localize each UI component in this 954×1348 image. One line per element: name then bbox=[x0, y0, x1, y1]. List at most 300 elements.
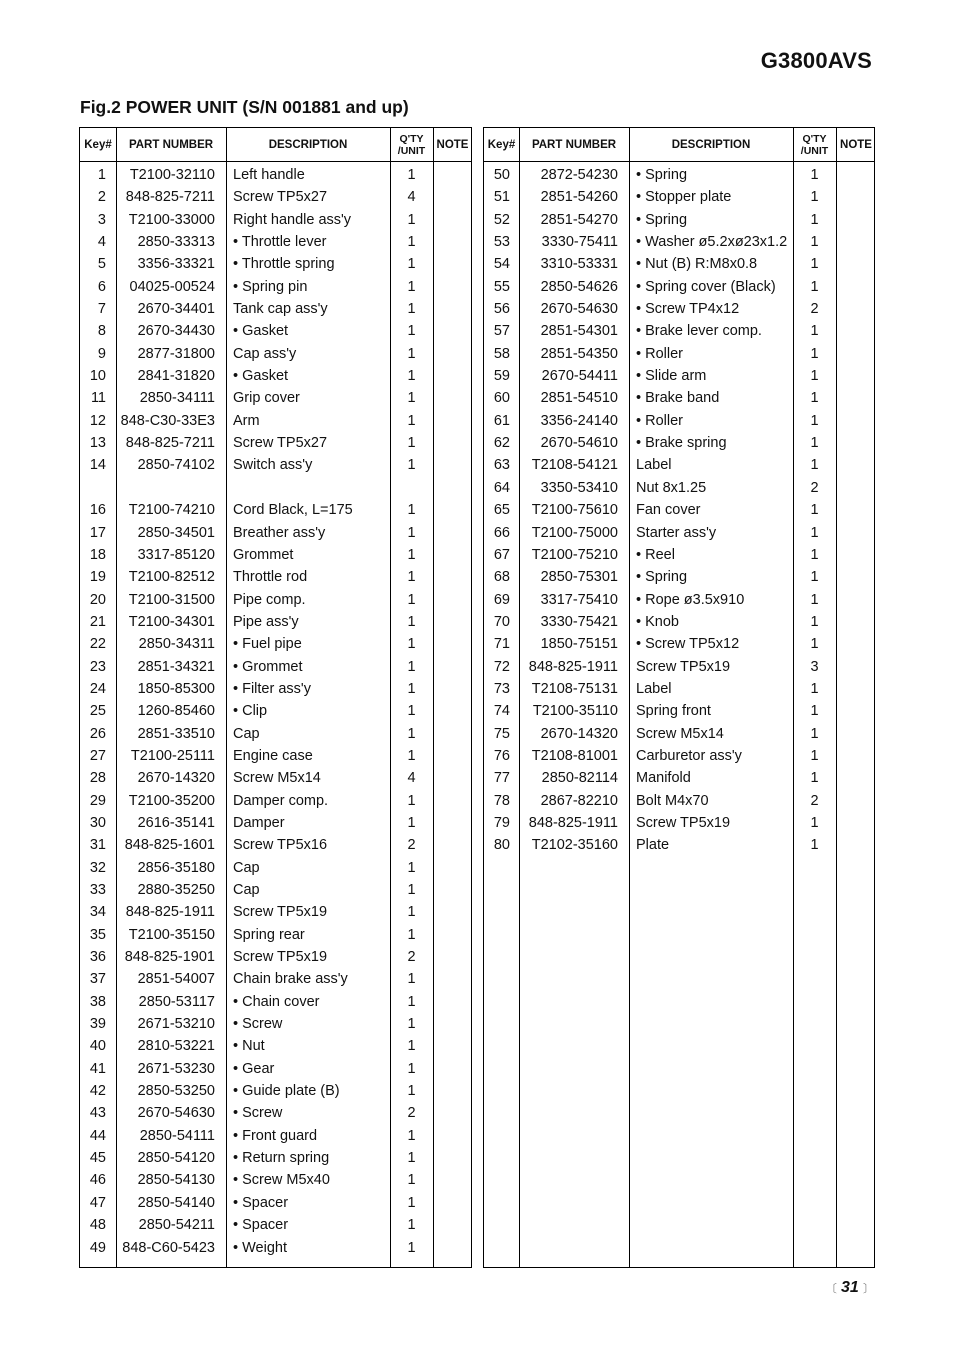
part-number-cell: 2850-54120 bbox=[137, 1150, 215, 1167]
page-bracket-close: 〕 bbox=[863, 1283, 874, 1295]
description-cell: Carburetor ass'y bbox=[636, 747, 742, 764]
key-cell: 74 bbox=[493, 703, 510, 720]
key-cell: 50 bbox=[493, 167, 510, 183]
description-cell: Breather ass'y bbox=[233, 524, 326, 541]
qty-cell: 1 bbox=[407, 1239, 416, 1256]
qty-cell: 1 bbox=[407, 167, 416, 183]
part-number-cell: T2100-35200 bbox=[128, 792, 215, 809]
description-cell: • Weight bbox=[233, 1239, 287, 1256]
key-cell: 56 bbox=[493, 301, 510, 318]
table-row bbox=[80, 388, 471, 410]
description-cell: • Chain cover bbox=[233, 993, 320, 1010]
part-number-cell: 2850-54130 bbox=[137, 1172, 215, 1189]
part-number-cell: 2850-54626 bbox=[540, 278, 618, 295]
key-cell: 73 bbox=[493, 680, 510, 697]
qty-cell: 1 bbox=[407, 234, 416, 251]
header-description: DESCRIPTION bbox=[671, 138, 751, 151]
key-cell: 22 bbox=[89, 636, 106, 653]
key-cell: 4 bbox=[97, 234, 106, 251]
key-cell: 26 bbox=[89, 725, 106, 742]
page-number bbox=[826, 1279, 874, 1297]
description-cell: Manifold bbox=[636, 770, 691, 787]
part-number-cell: 2670-54630 bbox=[540, 301, 618, 318]
description-cell: Screw TP5x19 bbox=[636, 658, 731, 675]
table-row bbox=[80, 1193, 471, 1215]
description-cell: • Screw bbox=[233, 1105, 283, 1122]
description-cell: Damper bbox=[233, 814, 285, 831]
part-number-cell: 2671-53210 bbox=[137, 1016, 215, 1033]
qty-cell: 1 bbox=[407, 725, 416, 742]
qty-cell: 1 bbox=[810, 234, 819, 251]
key-cell: 17 bbox=[89, 524, 106, 541]
table-row bbox=[80, 813, 471, 835]
part-number-cell: T2100-35110 bbox=[532, 703, 618, 720]
part-number-cell: T2100-75610 bbox=[531, 502, 618, 519]
key-cell: 48 bbox=[89, 1217, 106, 1234]
qty-cell: 1 bbox=[407, 1060, 416, 1077]
qty-cell: 1 bbox=[407, 211, 416, 228]
table-row bbox=[484, 411, 874, 433]
table-row bbox=[80, 969, 471, 991]
table-row bbox=[80, 210, 471, 232]
table-row bbox=[80, 1215, 471, 1237]
part-number-cell: 2856-35180 bbox=[137, 859, 215, 876]
qty-cell: 1 bbox=[407, 993, 416, 1010]
part-number-cell: 2670-14320 bbox=[540, 725, 618, 742]
description-cell: Cap bbox=[233, 882, 260, 898]
part-number-cell: 2670-14320 bbox=[137, 770, 215, 787]
table-row bbox=[80, 880, 471, 902]
table-row bbox=[484, 478, 874, 500]
part-number-cell: 848-825-1911 bbox=[125, 904, 215, 921]
key-cell: 29 bbox=[89, 792, 106, 809]
table-row bbox=[80, 455, 471, 477]
description-cell: Starter ass'y bbox=[636, 524, 717, 541]
part-number-cell: 3350-53410 bbox=[540, 479, 618, 496]
part-number-cell: T2108-75131 bbox=[531, 680, 618, 697]
table-row bbox=[484, 254, 874, 276]
table-row bbox=[484, 455, 874, 477]
qty-cell: 1 bbox=[407, 524, 416, 541]
part-number-cell: 2851-54260 bbox=[540, 189, 618, 206]
qty-cell: 1 bbox=[407, 323, 416, 340]
key-cell: 46 bbox=[89, 1172, 106, 1189]
description-cell: Bolt M4x70 bbox=[636, 792, 709, 809]
header-description: DESCRIPTION bbox=[268, 138, 348, 151]
qty-cell: 1 bbox=[810, 457, 819, 474]
part-number-cell: 848-825-1911 bbox=[528, 658, 618, 675]
table-row bbox=[80, 858, 471, 880]
qty-cell: 1 bbox=[810, 837, 819, 854]
description-cell: • Knob bbox=[636, 613, 679, 630]
description-cell: • Spacer bbox=[233, 1217, 289, 1234]
table-row bbox=[80, 992, 471, 1014]
qty-cell: 1 bbox=[810, 368, 819, 385]
table-row bbox=[484, 701, 874, 723]
qty-cell: 1 bbox=[810, 770, 819, 787]
table-row bbox=[80, 746, 471, 768]
table-row bbox=[80, 947, 471, 969]
table-row bbox=[80, 835, 471, 857]
qty-cell: 1 bbox=[407, 792, 416, 809]
header-qty bbox=[390, 128, 433, 161]
part-number-cell: 2670-54610 bbox=[540, 435, 618, 452]
page-number-value: 31 bbox=[841, 1279, 859, 1296]
part-number-cell: 2850-54111 bbox=[139, 1127, 215, 1144]
part-number-cell: 848-C30-33E3 bbox=[120, 412, 215, 429]
qty-cell: 1 bbox=[407, 1217, 416, 1234]
part-number-cell: 2671-53230 bbox=[137, 1060, 215, 1077]
description-cell: • Brake lever comp. bbox=[636, 323, 762, 340]
part-number-cell: 2851-54350 bbox=[540, 345, 618, 362]
description-cell: Spring front bbox=[636, 703, 711, 720]
key-cell: 10 bbox=[89, 368, 106, 385]
description-cell: Arm bbox=[233, 412, 260, 429]
description-cell: • Guide plate (B) bbox=[233, 1083, 340, 1100]
part-number-cell: 2850-34501 bbox=[137, 524, 215, 541]
description-cell: Nut 8x1.25 bbox=[636, 479, 707, 496]
table-row bbox=[80, 1148, 471, 1170]
key-cell: 28 bbox=[89, 770, 106, 787]
key-cell: 40 bbox=[89, 1038, 106, 1055]
description-cell: • Gasket bbox=[233, 368, 289, 385]
qty-cell: 1 bbox=[810, 680, 819, 697]
table-row bbox=[484, 321, 874, 343]
qty-cell: 2 bbox=[407, 837, 416, 854]
key-cell: 34 bbox=[89, 904, 106, 921]
key-cell: 63 bbox=[493, 457, 510, 474]
key-cell: 33 bbox=[89, 882, 106, 898]
table-row bbox=[484, 165, 874, 187]
table-row bbox=[80, 657, 471, 679]
description-cell: Spring rear bbox=[233, 926, 305, 943]
description-cell: • Screw M5x40 bbox=[233, 1172, 330, 1189]
table-row bbox=[484, 187, 874, 209]
header-qty-line1: Q'TY bbox=[399, 132, 424, 145]
qty-cell: 1 bbox=[407, 882, 416, 898]
key-cell: 69 bbox=[493, 591, 510, 608]
description-cell: • Stopper plate bbox=[636, 189, 732, 206]
key-cell: 77 bbox=[493, 770, 510, 787]
table-row bbox=[80, 478, 471, 500]
qty-cell: 1 bbox=[810, 814, 819, 831]
key-cell: 49 bbox=[89, 1239, 106, 1256]
qty-cell: 1 bbox=[810, 256, 819, 273]
description-cell: • Clip bbox=[233, 703, 268, 720]
qty-cell: 1 bbox=[407, 658, 416, 675]
figure-title: Fig.2 POWER UNIT (S/N 001881 and up) bbox=[80, 97, 409, 117]
part-number-cell: T2100-75000 bbox=[531, 524, 618, 541]
part-number-cell: 2850-34311 bbox=[138, 636, 215, 653]
qty-cell: 1 bbox=[810, 569, 819, 586]
key-cell: 12 bbox=[89, 412, 106, 429]
description-cell: Screw M5x14 bbox=[636, 725, 724, 742]
qty-cell: 1 bbox=[407, 278, 416, 295]
header-key: Key# bbox=[84, 138, 112, 151]
table-row bbox=[80, 1103, 471, 1125]
table-row bbox=[80, 366, 471, 388]
qty-cell: 1 bbox=[810, 278, 819, 295]
key-cell: 27 bbox=[89, 747, 106, 764]
parts-table-left bbox=[79, 127, 472, 1268]
key-cell: 32 bbox=[89, 859, 106, 876]
description-cell: • Slide arm bbox=[636, 368, 707, 385]
part-number-cell: 2850-53250 bbox=[137, 1083, 215, 1100]
table-row bbox=[80, 902, 471, 924]
key-cell: 75 bbox=[493, 725, 510, 742]
part-number-cell: 2670-54411 bbox=[541, 368, 618, 385]
key-cell: 58 bbox=[493, 345, 510, 362]
key-cell: 14 bbox=[89, 457, 106, 474]
qty-cell: 1 bbox=[407, 390, 416, 407]
description-cell: Screw TP5x27 bbox=[233, 189, 328, 206]
description-cell: • Gasket bbox=[233, 323, 289, 340]
key-cell: 7 bbox=[97, 301, 106, 318]
key-cell: 1 bbox=[97, 167, 106, 183]
part-number-cell: 2850-34111 bbox=[139, 390, 215, 407]
table-row bbox=[484, 388, 874, 410]
part-number-cell: 2850-54211 bbox=[138, 1217, 215, 1234]
description-cell: • Reel bbox=[636, 546, 675, 563]
key-cell: 80 bbox=[493, 837, 510, 854]
key-cell: 24 bbox=[89, 680, 106, 697]
key-cell: 79 bbox=[493, 814, 510, 831]
table-row bbox=[484, 344, 874, 366]
qty-cell: 1 bbox=[407, 926, 416, 943]
part-number-cell: 3317-85120 bbox=[137, 546, 215, 563]
part-number-cell: 2670-54630 bbox=[137, 1105, 215, 1122]
table-row bbox=[80, 187, 471, 209]
table-row bbox=[484, 500, 874, 522]
qty-cell: 1 bbox=[407, 457, 416, 474]
table-row bbox=[484, 523, 874, 545]
key-cell: 20 bbox=[89, 591, 106, 608]
qty-cell: 1 bbox=[407, 368, 416, 385]
table-row bbox=[484, 366, 874, 388]
qty-cell: 1 bbox=[407, 345, 416, 362]
qty-cell: 1 bbox=[407, 435, 416, 452]
qty-cell: 1 bbox=[810, 613, 819, 630]
table-row bbox=[80, 724, 471, 746]
table-row bbox=[484, 590, 874, 612]
table-row bbox=[80, 1059, 471, 1081]
qty-cell: 1 bbox=[407, 546, 416, 563]
qty-cell: 1 bbox=[407, 1194, 416, 1211]
table-row bbox=[80, 165, 471, 187]
key-cell: 72 bbox=[493, 658, 510, 675]
key-cell: 43 bbox=[89, 1105, 106, 1122]
qty-cell: 1 bbox=[810, 390, 819, 407]
table-row bbox=[484, 299, 874, 321]
part-number-cell: 1850-85300 bbox=[137, 680, 215, 697]
key-cell: 21 bbox=[89, 613, 106, 630]
part-number-cell: 1850-75151 bbox=[540, 636, 618, 653]
qty-cell: 1 bbox=[407, 859, 416, 876]
key-cell: 57 bbox=[493, 323, 510, 340]
description-cell: Damper comp. bbox=[233, 792, 329, 809]
table-row bbox=[484, 210, 874, 232]
qty-cell: 1 bbox=[407, 1127, 416, 1144]
table-row bbox=[484, 768, 874, 790]
key-cell: 62 bbox=[493, 435, 510, 452]
header-note: NOTE bbox=[840, 138, 872, 151]
table-row bbox=[484, 813, 874, 835]
table-row bbox=[484, 657, 874, 679]
description-cell: • Spring bbox=[636, 211, 688, 228]
qty-cell: 1 bbox=[810, 524, 819, 541]
table-row bbox=[484, 232, 874, 254]
description-cell: • Spacer bbox=[233, 1194, 289, 1211]
qty-cell: 2 bbox=[810, 479, 819, 496]
description-cell: • Roller bbox=[636, 345, 683, 362]
key-cell: 59 bbox=[493, 368, 510, 385]
qty-cell: 1 bbox=[407, 502, 416, 519]
table-row bbox=[80, 277, 471, 299]
table-row bbox=[80, 254, 471, 276]
header-qty-line2: /UNIT bbox=[800, 144, 829, 157]
table-row bbox=[80, 567, 471, 589]
key-cell: 37 bbox=[89, 971, 106, 988]
description-cell: Fan cover bbox=[636, 502, 701, 519]
description-cell: • Gear bbox=[233, 1060, 275, 1077]
model-title: G3800AVS bbox=[760, 48, 872, 73]
key-cell: 41 bbox=[89, 1060, 106, 1077]
description-cell: • Nut (B) R:M8x0.8 bbox=[636, 256, 758, 273]
key-cell: 55 bbox=[493, 278, 510, 295]
qty-cell: 1 bbox=[810, 412, 819, 429]
qty-cell: 1 bbox=[407, 814, 416, 831]
qty-cell: 1 bbox=[407, 1038, 416, 1055]
description-cell: • Brake band bbox=[636, 390, 720, 407]
part-number-cell: 848-825-7211 bbox=[125, 435, 215, 452]
qty-cell: 1 bbox=[810, 725, 819, 742]
qty-cell: 1 bbox=[810, 703, 819, 720]
qty-cell: 1 bbox=[407, 412, 416, 429]
description-cell: • Throttle spring bbox=[233, 256, 335, 273]
part-number-cell: 2810-53221 bbox=[137, 1038, 215, 1055]
table-row bbox=[484, 835, 874, 857]
qty-cell: 1 bbox=[407, 971, 416, 988]
part-number-cell: 848-C60-5423 bbox=[122, 1239, 215, 1256]
table-row bbox=[484, 433, 874, 455]
page-bracket-open: 〔 bbox=[825, 1283, 837, 1295]
part-number-cell: 2850-54140 bbox=[137, 1194, 215, 1211]
table-row bbox=[80, 500, 471, 522]
description-cell: Screw TP5x16 bbox=[233, 837, 328, 854]
part-number-cell: 2850-33313 bbox=[137, 234, 215, 251]
key-cell: 60 bbox=[493, 390, 510, 407]
key-cell: 38 bbox=[89, 993, 106, 1010]
table-row bbox=[80, 1126, 471, 1148]
qty-cell: 2 bbox=[810, 301, 819, 318]
part-number-cell: 2850-74102 bbox=[137, 457, 215, 474]
qty-cell: 1 bbox=[407, 1016, 416, 1033]
description-cell: Label bbox=[636, 457, 672, 474]
description-cell: Grip cover bbox=[233, 390, 300, 407]
key-cell: 51 bbox=[493, 189, 510, 206]
qty-cell: 1 bbox=[407, 703, 416, 720]
qty-cell: 2 bbox=[810, 792, 819, 809]
table-row bbox=[80, 701, 471, 723]
part-number-cell: 2850-75301 bbox=[540, 569, 618, 586]
part-number-cell: 2851-33510 bbox=[137, 725, 215, 742]
description-cell: • Return spring bbox=[233, 1150, 330, 1167]
table-row bbox=[484, 545, 874, 567]
part-number-cell: T2102-35160 bbox=[531, 837, 618, 854]
rows-right bbox=[484, 165, 874, 858]
table-row bbox=[80, 590, 471, 612]
part-number-cell: T2100-82512 bbox=[128, 569, 215, 586]
qty-cell: 1 bbox=[810, 345, 819, 362]
qty-cell: 2 bbox=[407, 949, 416, 966]
key-cell: 6 bbox=[97, 278, 106, 295]
key-cell: 36 bbox=[89, 949, 106, 966]
qty-cell: 1 bbox=[810, 167, 819, 183]
header-note: NOTE bbox=[436, 138, 469, 151]
part-number-cell: 2867-82210 bbox=[540, 792, 618, 809]
description-cell: • Washer ø5.2xø23x1.2 bbox=[636, 234, 788, 251]
description-cell: Engine case bbox=[233, 747, 313, 764]
qty-cell: 4 bbox=[407, 770, 416, 787]
qty-cell: 1 bbox=[810, 546, 819, 563]
table-row bbox=[80, 1081, 471, 1103]
key-cell: 2 bbox=[97, 189, 106, 206]
part-number-cell: T2100-75210 bbox=[531, 546, 618, 563]
qty-cell: 1 bbox=[810, 591, 819, 608]
key-cell: 66 bbox=[493, 524, 510, 541]
description-cell: Screw TP5x19 bbox=[233, 904, 328, 921]
key-cell: 67 bbox=[493, 546, 510, 563]
description-cell: Plate bbox=[636, 837, 670, 854]
description-cell: Tank cap ass'y bbox=[233, 301, 328, 318]
part-number-cell: 3356-24140 bbox=[540, 412, 618, 429]
table-row bbox=[80, 321, 471, 343]
table-row bbox=[80, 344, 471, 366]
part-number-cell: 3330-75411 bbox=[541, 234, 618, 251]
description-cell: Screw TP5x27 bbox=[233, 435, 328, 452]
part-number-cell: 2872-54230 bbox=[540, 167, 618, 183]
description-cell: Grommet bbox=[233, 546, 294, 563]
table-row bbox=[80, 634, 471, 656]
key-cell: 18 bbox=[89, 546, 106, 563]
description-cell: Throttle rod bbox=[233, 569, 308, 586]
header-divider bbox=[80, 161, 471, 162]
table-row bbox=[484, 277, 874, 299]
table-row bbox=[484, 567, 874, 589]
part-number-cell: T2100-31500 bbox=[128, 591, 215, 608]
table-row bbox=[484, 746, 874, 768]
part-number-cell: 2877-31800 bbox=[137, 345, 215, 362]
description-cell: • Front guard bbox=[233, 1127, 318, 1144]
description-cell: Cap bbox=[233, 859, 260, 876]
key-cell: 52 bbox=[493, 211, 510, 228]
description-cell: • Roller bbox=[636, 412, 683, 429]
part-number-cell: 848-825-1901 bbox=[124, 949, 215, 966]
part-number-cell: 2851-54510 bbox=[540, 390, 618, 407]
table-row bbox=[484, 791, 874, 813]
header-qty bbox=[793, 128, 836, 161]
description-cell: • Rope ø3.5x910 bbox=[636, 591, 745, 608]
part-number-cell: 2851-34321 bbox=[137, 658, 215, 675]
description-cell: • Throttle lever bbox=[233, 234, 327, 251]
part-number-cell: T2100-32110 bbox=[129, 167, 215, 183]
description-cell: Label bbox=[636, 680, 672, 697]
part-number-cell: 2851-54301 bbox=[540, 323, 618, 340]
table-row bbox=[80, 232, 471, 254]
qty-cell: 1 bbox=[407, 256, 416, 273]
qty-cell: 1 bbox=[810, 502, 819, 519]
part-number-cell: 2616-35141 bbox=[137, 814, 215, 831]
